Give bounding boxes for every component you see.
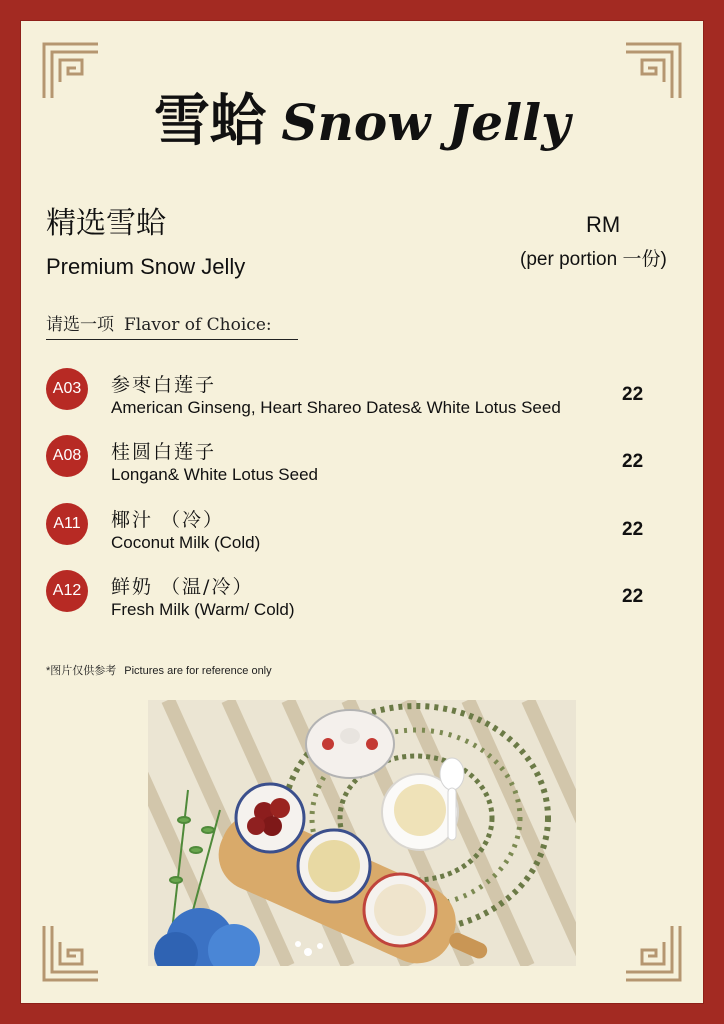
item-name-chinese: 桂圆白莲子 (111, 441, 217, 463)
corner-ornament-bottom-left (42, 924, 100, 982)
menu-item[interactable] (46, 570, 686, 630)
item-name-chinese: 椰汁 （冷） (111, 509, 225, 531)
price-currency: RM (586, 212, 621, 237)
menu-page (20, 20, 704, 1004)
item-price: 22 (622, 519, 644, 540)
title-chinese: 雪蛤 (153, 88, 266, 154)
item-name-english: Longan& White Lotus Seed (111, 465, 318, 484)
flavor-heading-english: Flavor of Choice: (124, 315, 272, 335)
item-price: 22 (622, 451, 644, 472)
item-code-badge: A12 (46, 570, 88, 612)
flavor-heading-chinese: 请选一项 (46, 315, 114, 335)
item-name-english: Coconut Milk (Cold) (111, 533, 261, 552)
food-photo (148, 700, 576, 966)
page-title (20, 86, 704, 158)
section-title-english: Premium Snow Jelly (46, 254, 246, 279)
menu-item[interactable] (46, 503, 686, 563)
item-code-badge: A08 (46, 435, 88, 477)
flavor-heading (46, 310, 298, 340)
item-name-english: Fresh Milk (Warm/ Cold) (111, 600, 295, 619)
item-price: 22 (622, 586, 644, 607)
section-title-chinese: 精选雪蛤 (46, 206, 166, 241)
item-code-badge: A11 (46, 503, 88, 545)
item-name-english: American Ginseng, Heart Shareo Dates& White Lotus Seed (111, 398, 561, 417)
item-price: 22 (622, 384, 644, 405)
price-unit: (per portion 一份) (520, 249, 667, 270)
corner-ornament-bottom-right (624, 924, 682, 982)
reference-note (46, 662, 272, 678)
item-name-chinese: 参枣白莲子 (111, 374, 217, 396)
reference-note-english: Pictures are for reference only (124, 665, 272, 677)
reference-note-chinese: *图片仅供参考 (46, 665, 117, 677)
menu-item[interactable] (46, 435, 686, 495)
title-english: Snow Jelly (281, 93, 571, 152)
menu-item[interactable] (46, 368, 686, 428)
item-code-badge: A03 (46, 368, 88, 410)
item-name-chinese: 鲜奶 （温/冷） (111, 576, 254, 598)
